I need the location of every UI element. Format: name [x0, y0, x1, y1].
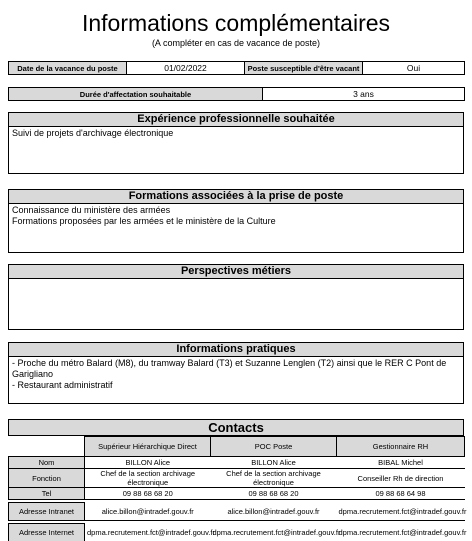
sup-fonction: Chef de la section archivage électronique [85, 469, 211, 488]
row-label-intranet: Adresse Intranet [9, 503, 85, 521]
perspectives-section [8, 264, 464, 330]
formations-title: Formations associées à la prise de poste [9, 190, 463, 204]
experience-title: Expérience professionnelle souhaitée [9, 113, 463, 127]
contacts-corner [9, 437, 85, 457]
row-label-internet: Adresse Internet [9, 524, 85, 541]
sup-tel: 09 88 68 68 20 [85, 488, 211, 500]
row-label-nom: Nom [9, 457, 85, 469]
column-header: POC Poste [211, 437, 337, 457]
vacancy-susceptible-value: Oui [363, 62, 465, 75]
contacts-table [8, 436, 465, 541]
sup-intranet: alice.billon@intradef.gouv.fr [85, 503, 211, 521]
vacancy-date-label: Date de la vacance du poste [9, 62, 127, 75]
experience-line: Suivi de projets d'archivage électronique [12, 128, 174, 138]
poc-nom: BILLON Alice [211, 457, 337, 469]
duration-label: Durée d'affectation souhaitable [9, 88, 263, 101]
rh-tel: 09 88 68 64 98 [337, 488, 465, 500]
practical-title: Informations pratiques [9, 343, 463, 357]
column-header: Gestionnaire RH [337, 437, 465, 457]
sup-internet: dpma.recrutement.fct@intradef.gouv.fr [85, 524, 211, 541]
vacancy-table [8, 61, 465, 75]
poc-fonction: Chef de la section archivage électronique [211, 469, 337, 488]
rh-fonction: Conseiller Rh de direction [337, 469, 465, 488]
rh-intranet: dpma.recrutement.fct@intradef.gouv.fr [337, 503, 465, 521]
poc-intranet: alice.billon@intradef.gouv.fr [211, 503, 337, 521]
practical-line: - Proche du métro Balard (M8), du tramway Balard (T3) et Suzanne Lenglen (T2) ainsi que le RER C Pont de Garigliano [12, 358, 447, 379]
column-header: Supérieur Hiérarchique Direct [85, 437, 211, 457]
duration-table [8, 87, 465, 101]
page-title: Informations complémentaires [81, 10, 391, 36]
row-label-fonction: Fonction [9, 469, 85, 488]
sup-nom: BILLON Alice [85, 457, 211, 469]
page-subtitle: (A compléter en cas de vacance de poste) [151, 38, 321, 48]
formations-line: Formations proposées par les armées et le ministère de la Culture [12, 216, 276, 226]
formations-line: Connaissance du ministère des armées [12, 205, 171, 215]
row-label-tel: Tel [9, 488, 85, 500]
vacancy-susceptible-label: Poste susceptible d'être vacant [245, 62, 363, 75]
duration-value: 3 ans [263, 88, 465, 101]
poc-tel: 09 88 68 68 20 [211, 488, 337, 500]
practical-section [8, 342, 464, 404]
experience-section [8, 112, 464, 174]
vacancy-date-value: 01/02/2022 [127, 62, 245, 75]
rh-internet: dpma.recrutement.fct@intradef.gouv.fr [337, 524, 465, 541]
contacts-section [8, 419, 467, 541]
perspectives-title: Perspectives métiers [9, 265, 463, 279]
practical-line: - Restaurant administratif [12, 380, 113, 390]
poc-internet: dpma.recrutement.fct@intradef.gouv.fr [211, 524, 337, 541]
contacts-title: Contacts [8, 419, 464, 436]
formations-section [8, 189, 464, 253]
rh-nom: BIBAL Michel [337, 457, 465, 469]
